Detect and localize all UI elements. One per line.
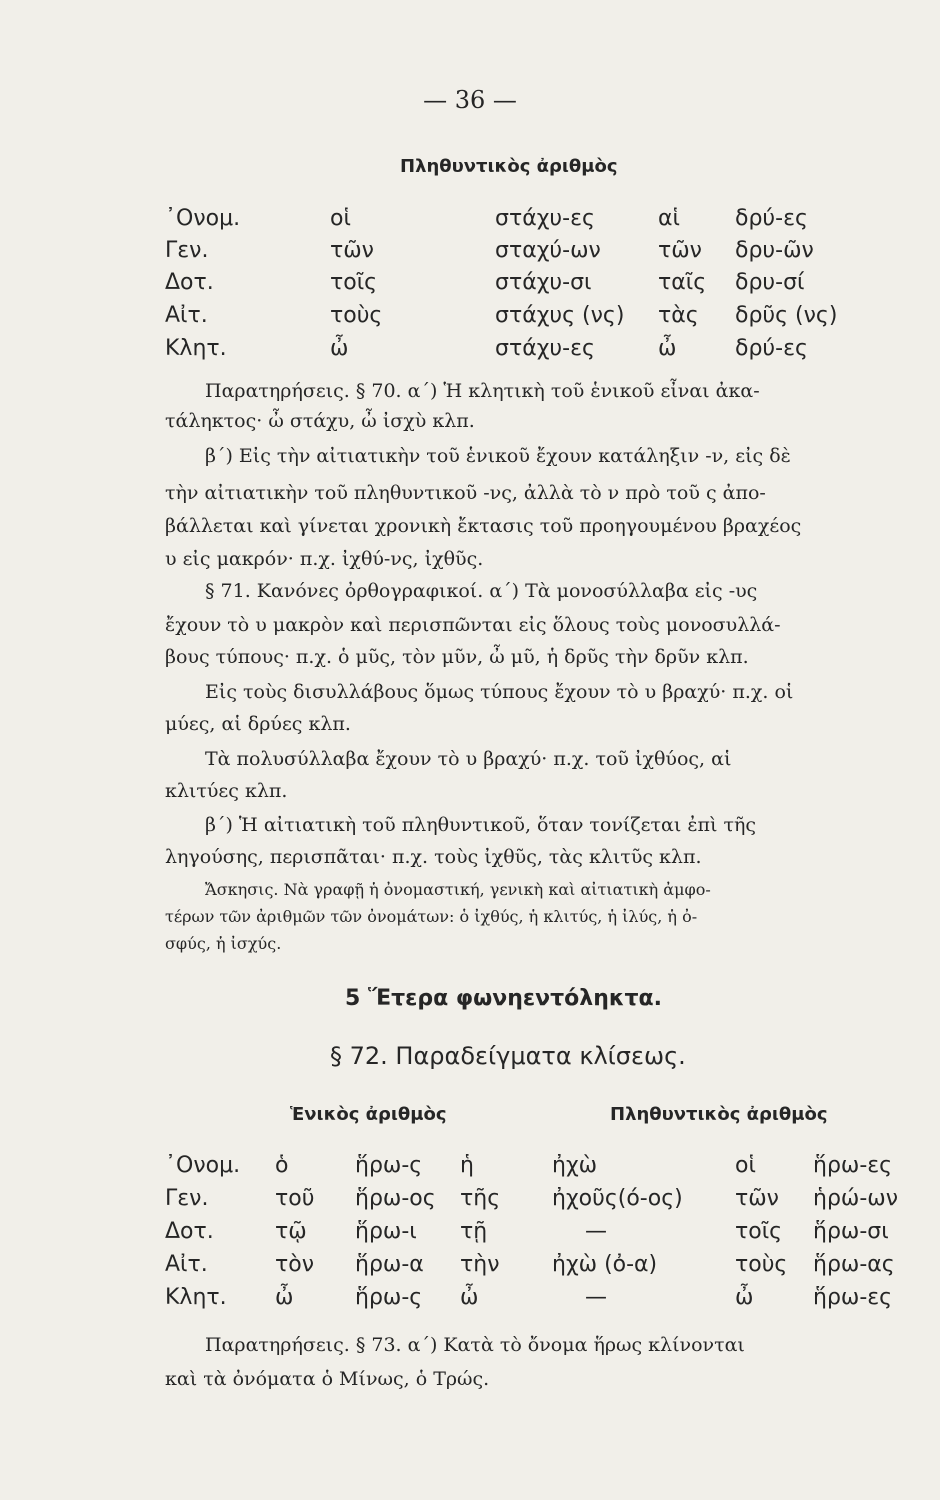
form: ἥρω-ς <box>355 1285 423 1310</box>
text-line: μύες, αἱ δρύες κλπ. <box>165 713 351 735</box>
text-line: βάλλεται καὶ γίνεται χρονικὴ ἔκτασις τοῦ προηγουμένου βραχέος <box>165 515 802 537</box>
form: στάχυ-σι <box>495 270 592 295</box>
case-label: Δοτ. <box>165 270 214 295</box>
article: τὴν <box>460 1252 500 1277</box>
text-line: κλιτύες κλπ. <box>165 780 288 802</box>
form: ἥρω-ες <box>813 1153 893 1178</box>
case-label: Κλητ. <box>165 336 227 361</box>
form: στάχυς (νς) <box>495 303 625 328</box>
text-line: τάληκτος· ὦ στάχυ, ὦ ἰσχὺ κλπ. <box>165 410 475 432</box>
form: ἠχοῦς(ό-ος) <box>552 1186 683 1211</box>
form: στάχυ-ες <box>495 336 595 361</box>
form: ἥρω-ι <box>355 1219 417 1244</box>
article: ὦ <box>460 1285 479 1310</box>
case-label: Δοτ. <box>165 1219 214 1244</box>
form: δρῦς (νς) <box>735 303 838 328</box>
article: τοὺς <box>735 1252 788 1277</box>
article: τοῖς <box>735 1219 783 1244</box>
exercise-line: τέρων τῶν ἀριθμῶν τῶν ὀνομάτων: ὁ ἰχθύς, ἡ κλιτύς, ἡ ἰλύς, ἡ ὀ- <box>165 907 698 926</box>
form: ἡρώ-ων <box>813 1186 898 1211</box>
article: τῆς <box>460 1186 501 1211</box>
text-line: βους τύπους· π.χ. ὁ μῦς, τὸν μῦν, ὦ μῦ, ἡ δρῦς τὴν δρῦν κλπ. <box>165 646 749 668</box>
article: τῇ <box>460 1219 488 1244</box>
article: τὰς <box>658 303 699 328</box>
case-label: Γεν. <box>165 1186 209 1211</box>
article: αἱ <box>658 206 680 231</box>
article: ὦ <box>658 336 677 361</box>
text-line: β΄) Ἡ αἰτιατικὴ τοῦ πληθυντικοῦ, ὅταν τονίζεται ἐπὶ τῆς <box>205 814 757 836</box>
form: δρυ-σί <box>735 270 805 295</box>
page-number: — 36 — <box>423 86 517 114</box>
section-5-heading: 5 Ἕτερα φωνηεντόληκτα. <box>345 986 663 1011</box>
text-line: Παρατηρήσεις. § 70. α΄) Ἡ κλητικὴ τοῦ ἑνικοῦ εἶναι ἀκα- <box>205 380 760 402</box>
singular-header: Ἑνικὸς ἀριθμὸς <box>290 1104 447 1125</box>
article: τὸν <box>275 1252 314 1277</box>
section-72-heading: § 72. Παραδείγματα κλίσεως. <box>330 1042 686 1070</box>
text-line: Τὰ πολυσύλλαβα ἔχουν τὸ υ βραχύ· π.χ. τοῦ ἰχθύος, αἱ <box>205 748 732 770</box>
case-label: Γεν. <box>165 238 209 263</box>
text-line: ἔχουν τὸ υ μακρὸν καὶ περισπῶνται εἰς ὅλους τοὺς μονοσυλλά- <box>165 614 781 636</box>
form: στάχυ-ες <box>495 206 595 231</box>
article: οἱ <box>330 206 351 231</box>
form: ἥρω-ες <box>813 1285 893 1310</box>
article: τῶν <box>658 238 702 263</box>
case-label: Αἰτ. <box>165 303 208 328</box>
form: ἥρω-σι <box>813 1219 889 1244</box>
case-label: Κλητ. <box>165 1285 227 1310</box>
plural-header-2: Πληθυντικὸς ἀριθμὸς <box>610 1104 828 1125</box>
article: οἱ <box>735 1153 756 1178</box>
case-label: Αἰτ. <box>165 1252 208 1277</box>
article: ὁ <box>275 1153 289 1178</box>
form: ἥρω-ας <box>813 1252 895 1277</box>
exercise-line: Ἄσκησις. Νὰ γραφῇ ἡ ὀνομαστική, γενικὴ καὶ αἰτιατικὴ ἀμφο- <box>205 880 711 899</box>
article: τῶν <box>735 1186 779 1211</box>
article: ἡ <box>460 1153 474 1178</box>
text-line: καὶ τὰ ὀνόματα ὁ Μίνως, ὁ Τρώς. <box>165 1368 490 1390</box>
text-line: Παρατηρήσεις. § 73. α΄) Κατὰ τὸ ὄνομα ἥρως κλίνονται <box>205 1334 745 1356</box>
article: τοῖς <box>330 270 378 295</box>
form: δρυ-ῶν <box>735 238 814 263</box>
form: σταχύ-ων <box>495 238 601 263</box>
text-line: β΄) Εἰς τὴν αἰτιατικὴν τοῦ ἑνικοῦ ἔχουν κατάληξιν -ν, εἰς δὲ <box>205 445 791 467</box>
form: ἥρω-α <box>355 1252 424 1277</box>
form: δρύ-ες <box>735 206 808 231</box>
article: τοὺς <box>330 303 383 328</box>
dash: — <box>585 1219 607 1244</box>
case-label: ᾿Ονομ. <box>165 206 241 231</box>
article: τῷ <box>275 1219 307 1244</box>
article: ὦ <box>735 1285 754 1310</box>
text-line: ληγούσης, περισπᾶται· π.χ. τοὺς ἰχθῦς, τὰς κλιτῦς κλπ. <box>165 846 702 868</box>
article: τοῦ <box>275 1186 315 1211</box>
form: ἠχὼ <box>552 1153 598 1178</box>
article: ὦ <box>330 336 349 361</box>
form: ἠχὼ (ὀ-α) <box>552 1252 658 1277</box>
text-line: § 71. Κανόνες ὀρθογραφικοί. α΄) Τὰ μονοσύλλαβα εἰς -υς <box>205 580 758 602</box>
exercise-line: σφύς, ἡ ἰσχύς. <box>165 934 282 953</box>
plural-header: Πληθυντικὸς ἀριθμὸς <box>400 156 618 177</box>
article: ὦ <box>275 1285 294 1310</box>
case-label: ᾿Ονομ. <box>165 1153 241 1178</box>
text-line: Εἰς τοὺς δισυλλάβους ὅμως τύπους ἔχουν τὸ υ βραχύ· π.χ. οἱ <box>205 681 794 703</box>
form: ἥρω-ος <box>355 1186 436 1211</box>
text-line: τὴν αἰτιατικὴν τοῦ πληθυντικοῦ -νς, ἀλλὰ τὸ ν πρὸ τοῦ ς ἀπο- <box>165 482 766 504</box>
article: ταῖς <box>658 270 707 295</box>
dash: — <box>585 1285 607 1310</box>
text-line: υ εἰς μακρόν· π.χ. ἰχθύ-νς, ἰχθῦς. <box>165 548 484 570</box>
form: δρύ-ες <box>735 336 808 361</box>
form: ἥρω-ς <box>355 1153 423 1178</box>
article: τῶν <box>330 238 374 263</box>
